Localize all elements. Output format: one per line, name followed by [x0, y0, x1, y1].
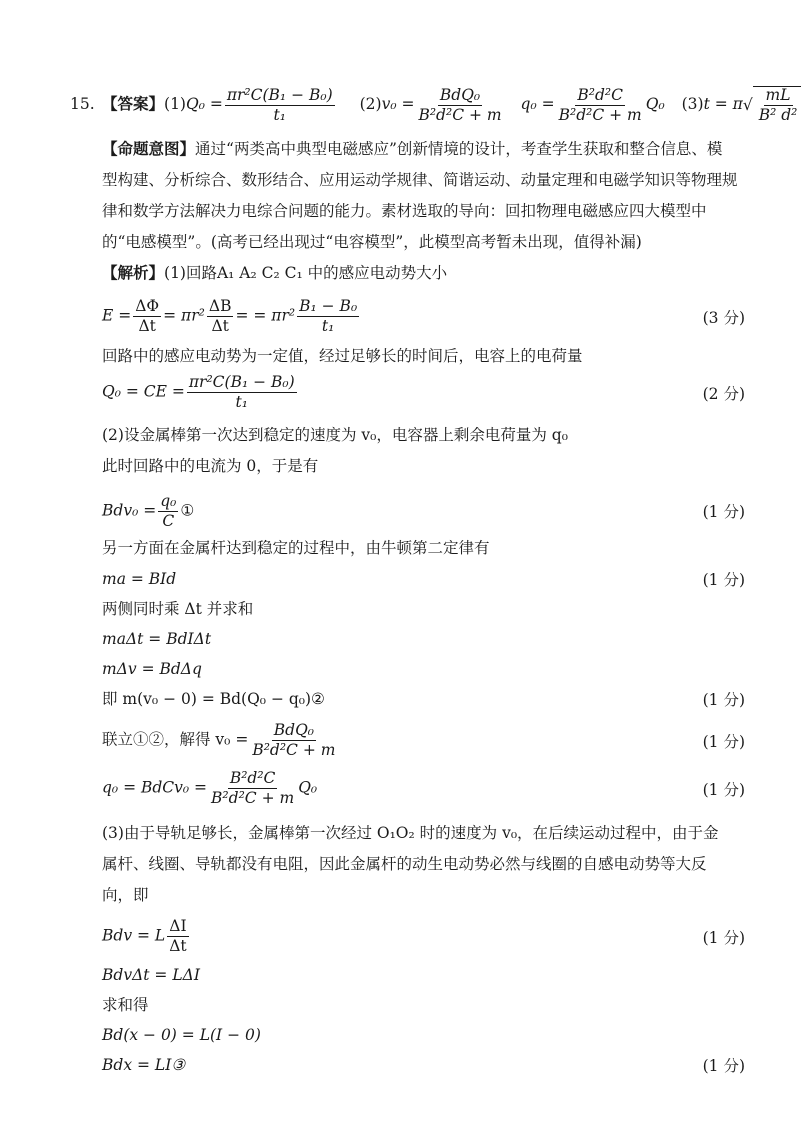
question-number: 15. [70, 95, 95, 113]
equation-7-cut: Bdx = LI③ [102, 1056, 186, 1074]
solve-v0: 联立①②，解得 v₀ = $\frac{\text{BdQ₀}}{\text{B²d²C + m}}$ [102, 721, 336, 760]
intent-line-1: 【命题意图】通过“两类高中典型电磁感应”创新情境的设计，考查学生获取和整合信息、模 [102, 139, 723, 158]
q0-fraction: $\frac{\text{πr²C(B₁ − B₀)}}{\text{t₁}}$ [226, 85, 333, 124]
equation-4: Bdv = L $\frac{\Delta I}{\Delta t}$ [102, 917, 187, 956]
answer-line: 【答案】(1)Q₀ = $\frac{\text{πr²C(B₁ − B₀)}}{\text{t₁}}$ (2)v₀ = $\frac{\text{BdQ₀}}{\text{B²d²C + m}}$ q₀ = $\frac{\text{B²d²C}}{\text{B²d²C + m}}$ Q₀ (3)t = π √ $\frac{mL}{\text{B² d²}}$ [102, 86, 745, 124]
q0-small-fraction: $\frac{\text{B²d²C}}{\text{B²d²C + m}}$ [558, 85, 642, 124]
equation-mdv: mΔv = BdΔq [102, 660, 202, 678]
answer-tag: 【答案】 [102, 94, 165, 114]
analysis-step-1: 【解析】(1)回路A₁ A₂ C₂ C₁ 中的感应电动势大小 [102, 263, 448, 282]
intent-line-3: 律和数学方法解决力电综合问题的能力。素材选取的导向：回扣物理电磁感应四大模型中 [102, 202, 707, 220]
points-1e: (1 分) [702, 781, 745, 799]
intent-line-4: 的“电感模型”。(高考已经出现过“电容模型”，此模型高考暂未出现，值得补漏) [102, 233, 642, 251]
emf-equation: E = $\frac{\Delta\Phi}{\Delta t}$ = πr² $\frac{\Delta B}{\Delta t}$ = = πr² $\frac{\text{B₁ − B₀}}{\text{t₁}}$ [102, 297, 358, 336]
points-1g-cut: (1 分) [702, 1057, 745, 1075]
newton-equation: ma = BId [102, 570, 177, 588]
points-1f: (1 分) [702, 929, 745, 947]
equation-2: 即 m(v₀ − 0) = Bd(Q₀ − q₀)② [102, 690, 325, 708]
analysis-step-2: 回路中的感应电动势为一定值，经过足够长的时间后，电容上的电荷量 [102, 347, 583, 365]
analysis-step-9: 属杆、线圈、导轨都没有电阻，因此金属杆的动生电动势必然与线圈的自感电动势等大反 [102, 855, 707, 873]
equation-1: Bdv₀ = $\frac{\text{q₀}}{C}$ ① [102, 492, 195, 531]
analysis-step-10: 向，即 [102, 886, 149, 904]
points-1b: (1 分) [702, 571, 745, 589]
points-1c: (1 分) [702, 691, 745, 709]
equation-6: Bd(x − 0) = L(I − 0) [102, 1026, 261, 1044]
points-2: (2 分) [702, 385, 745, 403]
analysis-step-4: 此时回路中的电流为 0，于是有 [102, 457, 319, 475]
equation-3: q₀ = BdCv₀ = $\frac{\text{B²d²C}}{\text{B²d²C + m}}$ Q₀ [102, 769, 318, 808]
equation-madt: maΔt = BdIΔt [102, 630, 212, 648]
points-3: (3 分) [702, 309, 745, 327]
analysis-step-3: (2)设金属棒第一次达到稳定的速度为 v₀，电容器上剩余电荷量为 q₀ [102, 426, 568, 444]
analysis-step-11: 求和得 [102, 996, 149, 1014]
analysis-step-5: 另一方面在金属杆达到稳定的过程中，由牛顿第二定律有 [102, 539, 490, 557]
points-1d: (1 分) [702, 733, 745, 751]
intent-line-2: 型构建、分析综合、数形结合、应用运动学规律、简谐运动、动量定理和电磁学知识等物理规 [102, 171, 738, 189]
points-1a: (1 分) [702, 503, 745, 521]
charge-equation: Q₀ = CE = $\frac{\text{πr²C(B₁ − B₀)}}{\text{t₁}}$ [102, 373, 295, 412]
equation-5: BdvΔt = LΔI [102, 966, 200, 984]
analysis-step-8: (3)由于导轨足够长，金属棒第一次经过 O₁O₂ 时的速度为 v₀，在后续运动过程中，由于金 [102, 824, 719, 842]
v0-fraction: $\frac{\text{BdQ₀}}{\text{B²d²C + m}}$ [418, 85, 502, 124]
sqrt-expression: √ $\frac{mL}{\text{B² d²}}$ [743, 86, 801, 124]
analysis-step-6: 两侧同时乘 Δt 并求和 [102, 600, 254, 618]
